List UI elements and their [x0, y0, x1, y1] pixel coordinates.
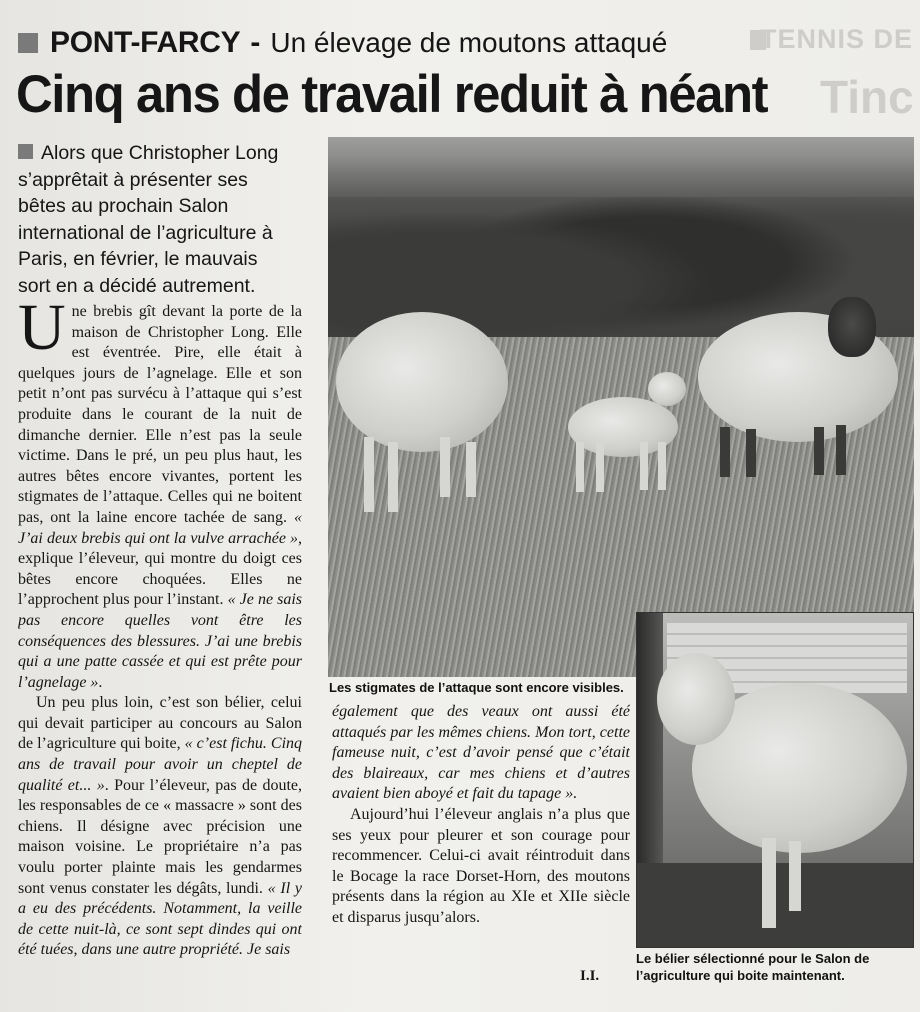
article-kicker: [18, 24, 667, 62]
p1-middle: , explique l’éleveur, qui montre du doigt ces bêtes encore choquées. Elles ne l’approchent plus pour l’instant.: [18, 529, 302, 609]
kicker-place: PONT-FARCY: [50, 26, 241, 59]
author-signature: I.I.: [580, 968, 600, 984]
photo-ram: [636, 612, 914, 948]
sheep-dark-face: [828, 297, 876, 357]
kicker-dash: -: [250, 26, 261, 59]
paragraph-2: [18, 693, 302, 961]
bleed-through-headline: Tinc: [820, 71, 914, 123]
sheep-left: [336, 312, 508, 452]
article-column-2: [332, 702, 630, 962]
p1-text: ne brebis gît devant la porte de la maison de Christopher Long. Elle est éventrée. Pire, elle était à quelques jours de l’agnelage. Elle et son petit n’ont pas survécu à l’attaque qui s’est produite dans le courant de la nuit de dimanche dernier. Elle n’est pas la seule victime. Dans le pré, un peu plus haut, les autres bêtes encore vivantes, portent les stigmates de l’attaque. Celles qui ne boitent pas, ont la laine encore tachée de sang.: [18, 303, 302, 526]
paragraph-1: [18, 302, 302, 693]
kicker-square-icon: [18, 33, 38, 53]
dropcap: U: [18, 302, 66, 364]
p2-quote-2: « Il y a eu des précédents. Notamment, la veille de cette nuit-là, ce sont sept dindes qui ont été tuées, dans une autre propriété. Je sais: [18, 879, 302, 959]
photo-caption-1: Les stigmates de l’attaque sont encore visibles.: [329, 680, 624, 695]
lead-square-icon: [18, 144, 33, 159]
kicker-subtitle: Un élevage de moutons attaqué: [270, 27, 668, 58]
p2-quote: « c’est fichu. Cinq ans de travail pour avoir un cheptel de qualité et... »: [18, 735, 302, 794]
paragraph-3: [332, 702, 630, 805]
bleed-through-heading: TENNIS DE: [760, 24, 914, 54]
p1-quote-1: « J’ai deux brebis qui ont la vulve arrachée »: [18, 508, 302, 547]
p4-text: Aujourd’hui l’éleveur anglais n’a plus que ses yeux pour pleurer et son courage pour recommencer. Celui-ci avait réintroduit dans le Bocage la race Dorset-Horn, des moutons présents dans la région au XIe et XIIe siècle et disparus jusqu’alors.: [332, 805, 630, 926]
article-lead: [18, 140, 293, 299]
article-headline: Cinq ans de travail reduit à néant: [16, 65, 768, 124]
lead-text: Alors que Christopher Long s’apprêtait à présenter ses bêtes au prochain Salon international de l’agriculture à Paris, en février, le mauvais sort en a décidé autrement.: [18, 142, 279, 297]
ram-head: [657, 653, 735, 745]
p1-quote-2: « Je ne sais pas encore quelles vont être les conséquences des blessures. J’ai une brebis qui a une patte cassée et qui est prête pour l’agnelage »: [18, 591, 302, 691]
article-column-1: [18, 302, 302, 1002]
p3-quote: également que des veaux ont aussi été attaqués par les mêmes chiens. Mon tort, cette fameuse nuit, c’est d’avoir pensé que c’était des blaireaux, car mes chiens et d’autres avaient bien aboyé et fait du tapage ».: [332, 703, 630, 803]
p2-text-a: Un peu plus loin, c’est son bélier, celui qui devait participer au concours au Salon de l’agriculture qui boite,: [18, 694, 302, 753]
photo-caption-2: Le bélier sélectionné pour le Salon de l’agriculture qui boite maintenant.: [636, 951, 870, 983]
p1-end: .: [98, 673, 103, 691]
p2-text-b: . Pour l’éleveur, pas de doute, les responsables de ce « massacre » sont des chiens. Il désigne avec précision une maison voisine. Le propriétaire n’a pas voulu porter plainte mais les gendarmes sont venus constater les dégâts, lundi.: [18, 776, 302, 897]
paragraph-4: [332, 805, 630, 929]
photo-sheep-field: [328, 137, 914, 677]
